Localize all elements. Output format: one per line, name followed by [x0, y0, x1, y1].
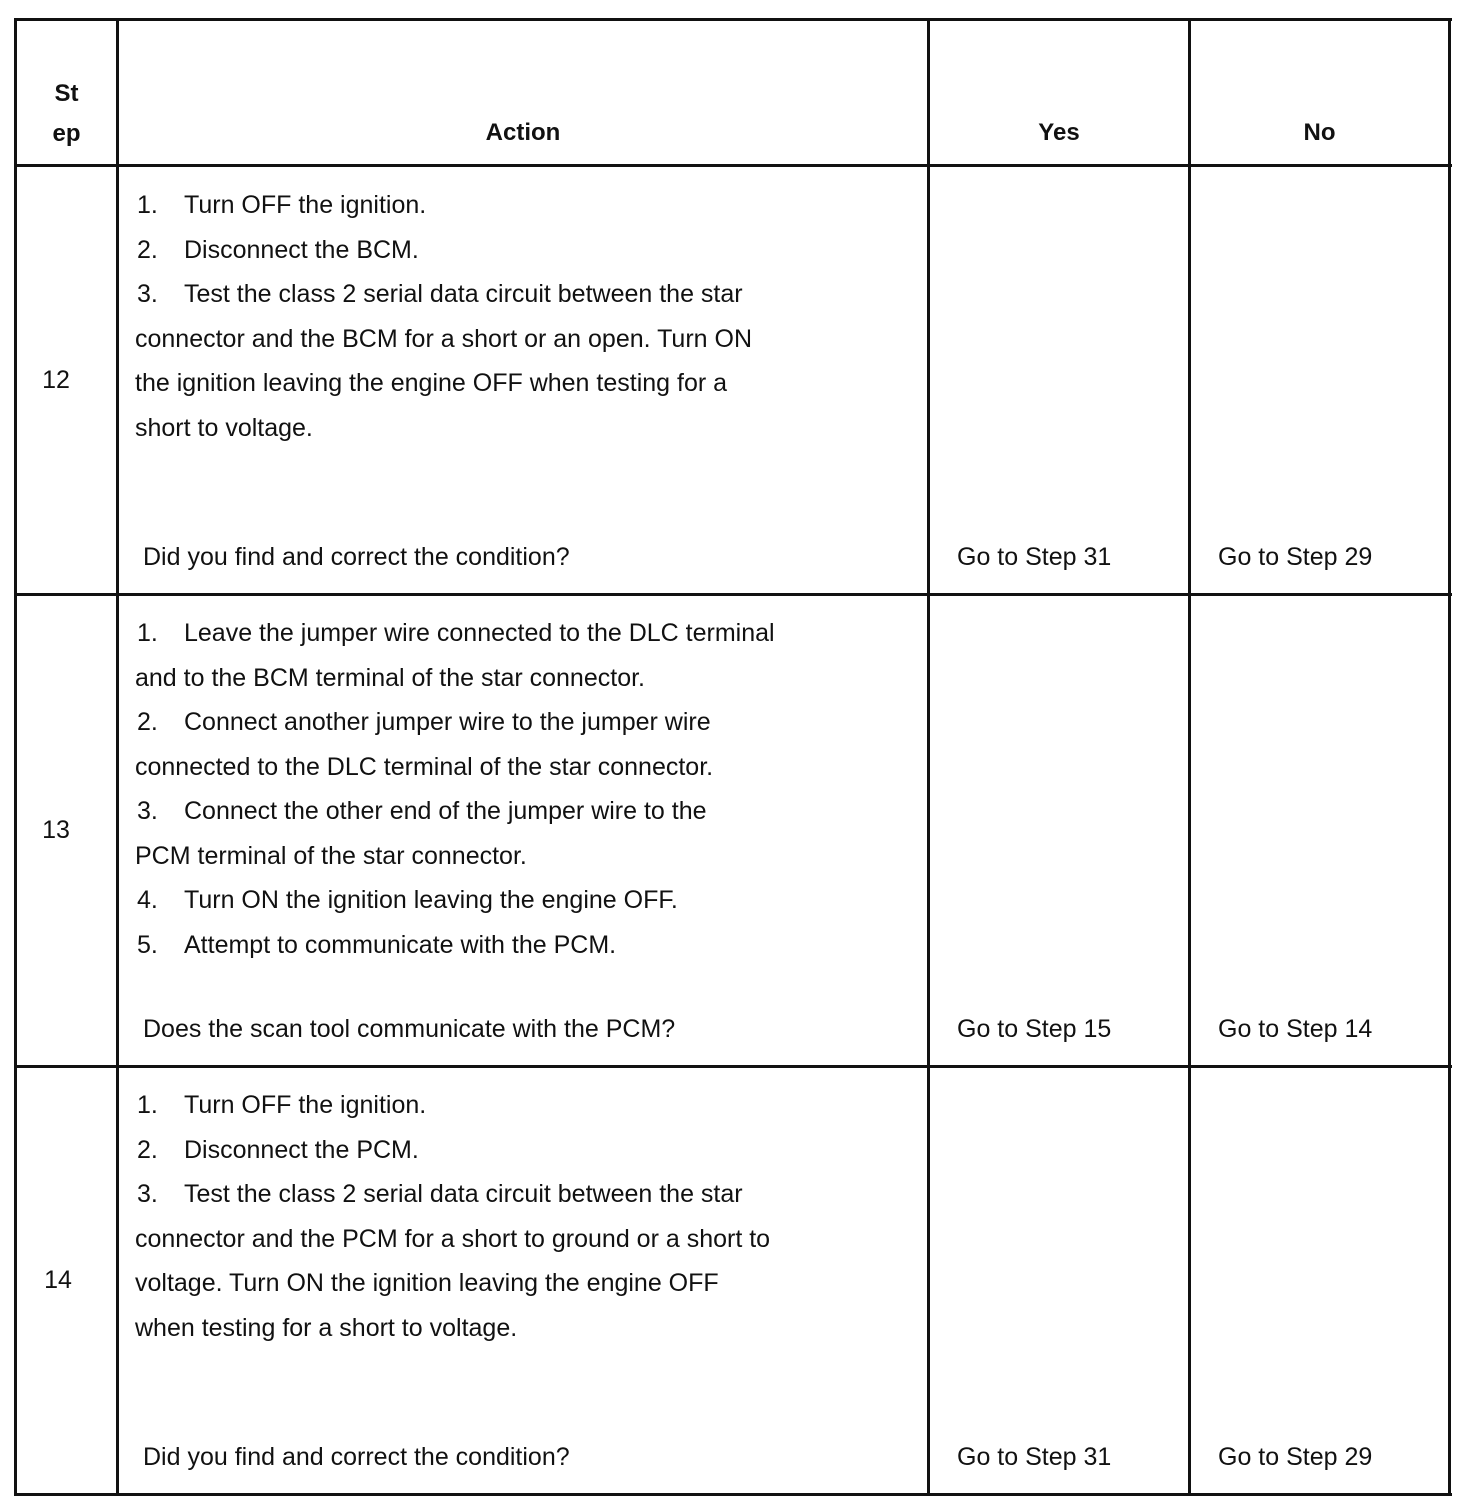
header-no: No [1303, 119, 1336, 146]
no-answer: Go to Step 14 [1218, 1015, 1373, 1043]
step-number: 14 [44, 1266, 72, 1294]
step-number: 13 [42, 816, 70, 844]
action-line: 2. Disconnect the BCM. [137, 235, 419, 264]
header-action: Action [485, 119, 561, 146]
action-line: 3. Connect the other end of the jumper wire to the [137, 797, 707, 825]
column-divider-step-action [116, 18, 119, 1496]
action-question: Did you find and correct the condition? [143, 1443, 570, 1471]
action-line: 5. Attempt to communicate with the PCM. [137, 930, 617, 959]
table-border-left [14, 18, 17, 1496]
header-step-line2: ep [52, 120, 81, 147]
table-border-right [1448, 18, 1451, 1496]
action-line: 1. Turn OFF the ignition. [137, 1091, 427, 1119]
action-line: voltage. Turn ON the ignition leaving the engine OFF [135, 1269, 719, 1297]
action-line: and to the BCM terminal of the star connector. [135, 663, 645, 692]
action-line: 3. Test the class 2 serial data circuit between the star [137, 1180, 743, 1208]
step-number: 12 [42, 366, 70, 394]
column-divider-action-yes [927, 18, 930, 1496]
action-steps [135, 611, 775, 967]
action-line: 1. Leave the jumper wire connected to the DLC terminal [137, 619, 775, 647]
header-step [17, 74, 116, 154]
no-answer: Go to Step 29 [1218, 543, 1373, 571]
action-line: 2. Disconnect the PCM. [137, 1135, 419, 1164]
action-line: connected to the DLC terminal of the star connector. [135, 752, 714, 781]
row-divider-13-14 [14, 1065, 1452, 1068]
action-line: connector and the PCM for a short to ground or a short to [135, 1224, 771, 1253]
action-line: 3. Test the class 2 serial data circuit between the star [137, 280, 743, 308]
table-border-bottom [14, 1493, 1452, 1496]
table-border-top [14, 18, 1452, 21]
header-divider [14, 164, 1452, 167]
action-line: 2. Connect another jumper wire to the jumper wire [137, 708, 711, 736]
action-question: Did you find and correct the condition? [143, 543, 570, 571]
action-line: when testing for a short to voltage. [135, 1313, 518, 1342]
action-steps [135, 1083, 770, 1350]
yes-answer: Go to Step 15 [957, 1015, 1112, 1043]
action-line: connector and the BCM for a short or an open. Turn ON [135, 324, 752, 353]
action-line: 4. Turn ON the ignition leaving the engine OFF. [137, 886, 678, 914]
no-answer: Go to Step 29 [1218, 1443, 1373, 1471]
action-line: short to voltage. [135, 413, 313, 442]
header-step-line1: St [54, 80, 79, 107]
action-line: 1. Turn OFF the ignition. [137, 191, 427, 219]
header-yes: Yes [1038, 119, 1080, 146]
yes-answer: Go to Step 31 [957, 543, 1112, 571]
yes-answer: Go to Step 31 [957, 1443, 1112, 1471]
action-line: PCM terminal of the star connector. [135, 841, 527, 870]
row-divider-12-13 [14, 593, 1452, 596]
action-steps [135, 183, 752, 450]
column-divider-yes-no [1188, 18, 1191, 1496]
action-question: Does the scan tool communicate with the PCM? [143, 1015, 676, 1043]
action-line: the ignition leaving the engine OFF when testing for a [135, 369, 728, 397]
